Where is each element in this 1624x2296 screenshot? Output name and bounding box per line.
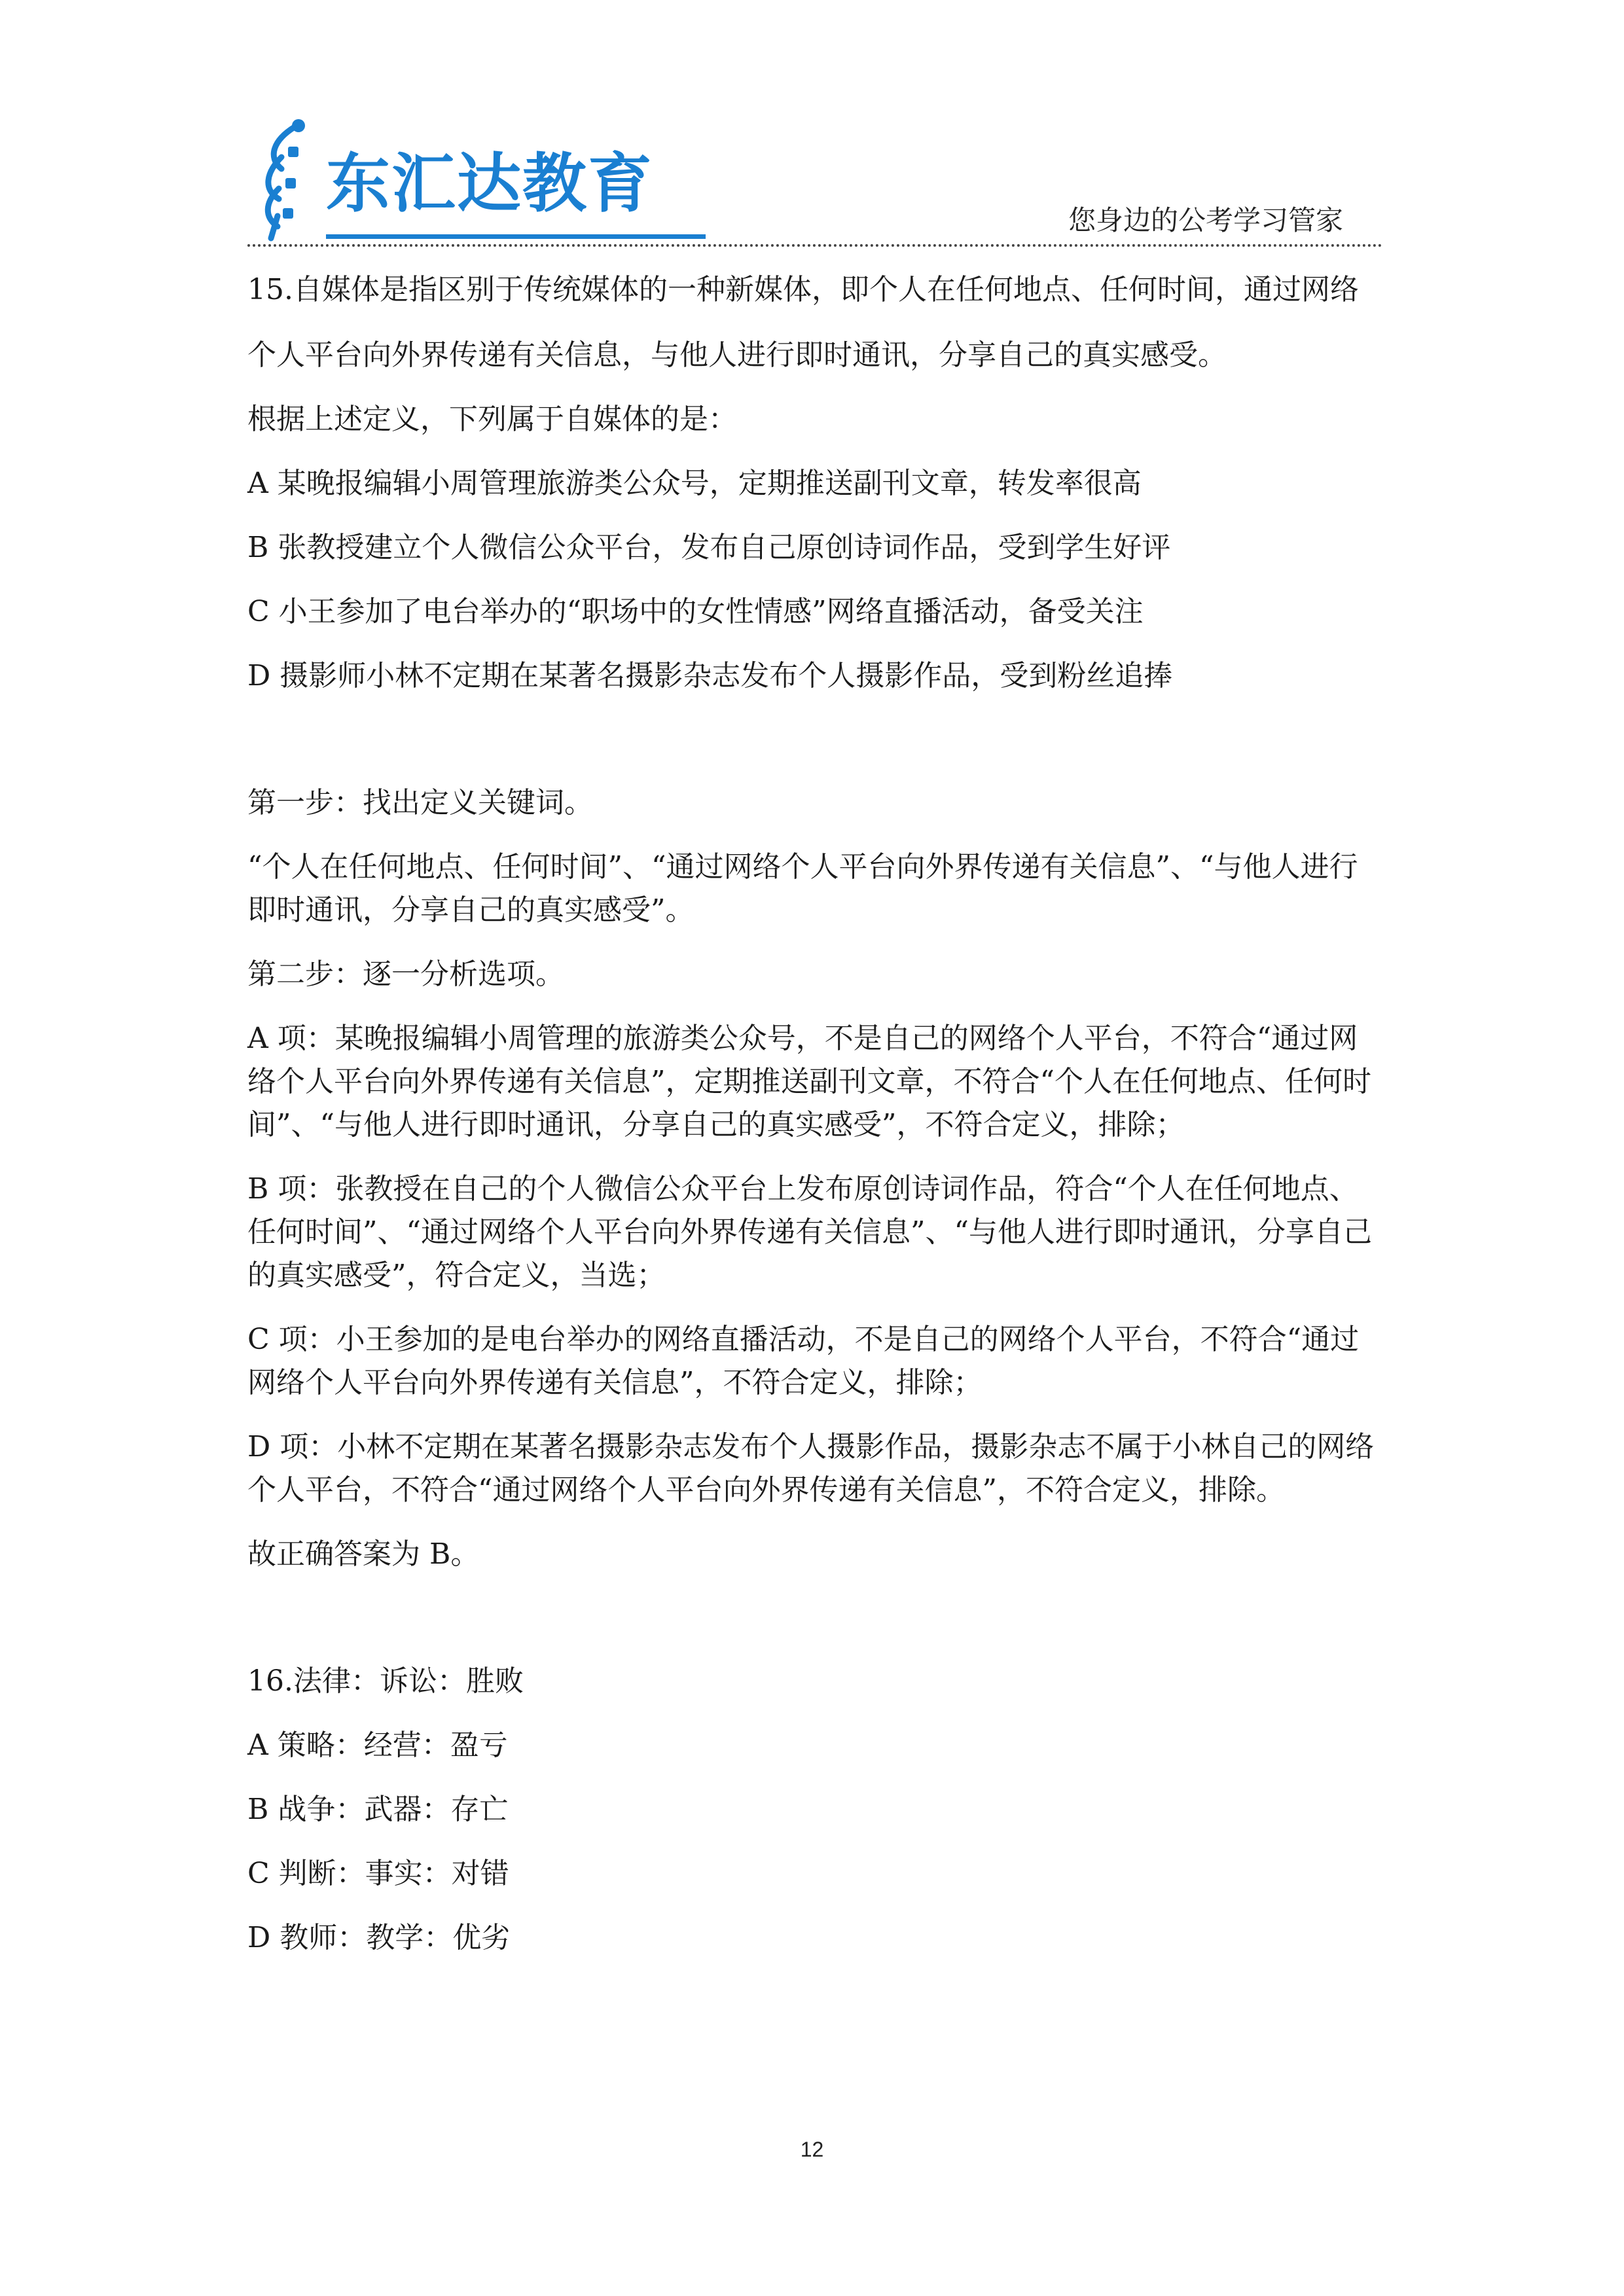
pencil-icon [247,118,326,242]
page-header [247,110,1382,247]
question-16 [247,1660,1382,1960]
analysis-item-d: D 项：小林不定期在某著名摄影杂志发布个人摄影作品，摄影杂志不属于小林自己的网络个人平台，不符合“通过网络个人平台向外界传递有关信息”，不符合定义，排除。 [247,1430,1375,1507]
option-b: B 战争：武器：存亡 [247,1793,509,1826]
analysis-item-c: C 项：小王参加的是电台举办的网络直播活动，不是自己的网络个人平台，不符合“通过网络个人平台向外界传递有关信息”，不符合定义，排除； [247,1323,1360,1399]
option-a: A 某晚报编辑小周管理旅游类公众号，定期推送副刊文章，转发率很高 [247,467,1142,500]
step-title: 第二步：逐一分析选项。 [247,958,564,991]
page-content [247,268,1382,1960]
analysis-15 [247,781,1382,1576]
logo-underline [326,234,706,239]
answer-conclusion: 故正确答案为 B。 [247,1537,480,1571]
option-b: B 张教授建立个人微信公众平台，发布自己原创诗词作品，受到学生好评 [247,531,1171,564]
logo-text: 东汇达教育 [326,147,654,221]
option-d: D 教师：教学：优劣 [247,1921,511,1954]
page-number: 12 [800,2138,824,2161]
option-a: A 策略：经营：盈亏 [247,1729,508,1762]
step-body: “个人在任何地点、任何时间”、“通过网络个人平台向外界传递有关信息”、“与他人进行即时通讯，分享自己的真实感受”。 [247,850,1358,927]
question-stem-line: 15.自媒体是指区别于传统媒体的一种新媒体，即个人在任何地点、任何时间，通过网络 [247,273,1359,306]
analysis-item-a: A 项：某晚报编辑小周管理的旅游类公众号，不是自己的网络个人平台，不符合“通过网络个人平台向外界传递有关信息”，定期推送副刊文章，不符合“个人在任何地点、任何时间”、“与他人进行即时通讯，分享自己的真实感受”，不符合定义，排除； [247,1022,1371,1141]
question-stem-line: 个人平台向外界传递有关信息，与他人进行即时通讯，分享自己的真实感受。 [247,338,1227,372]
step-title: 第一步：找出定义关键词。 [247,786,593,819]
option-c: C 判断：事实：对错 [247,1857,509,1890]
option-d: D 摄影师小林不定期在某著名摄影杂志发布个人摄影作品，受到粉丝追捧 [247,659,1173,692]
question-15 [247,268,1382,698]
analysis-item-b: B 项：张教授在自己的个人微信公众平台上发布原创诗词作品，符合“个人在任何地点、任何时间”、“通过网络个人平台向外界传递有关信息”、“与他人进行即时通讯，分享自己的真实感受”，符合定义，当选； [247,1172,1372,1292]
question-prompt: 根据上述定义，下列属于自媒体的是： [247,403,737,436]
logo [247,118,719,242]
question-stem: 16.法律：诉讼：胜败 [247,1664,524,1698]
header-divider [247,244,1382,247]
header-tagline: 您身边的公考学习管家 [1068,204,1343,236]
option-c: C 小王参加了电台举办的“职场中的女性情感”网络直播活动，备受关注 [247,595,1144,628]
